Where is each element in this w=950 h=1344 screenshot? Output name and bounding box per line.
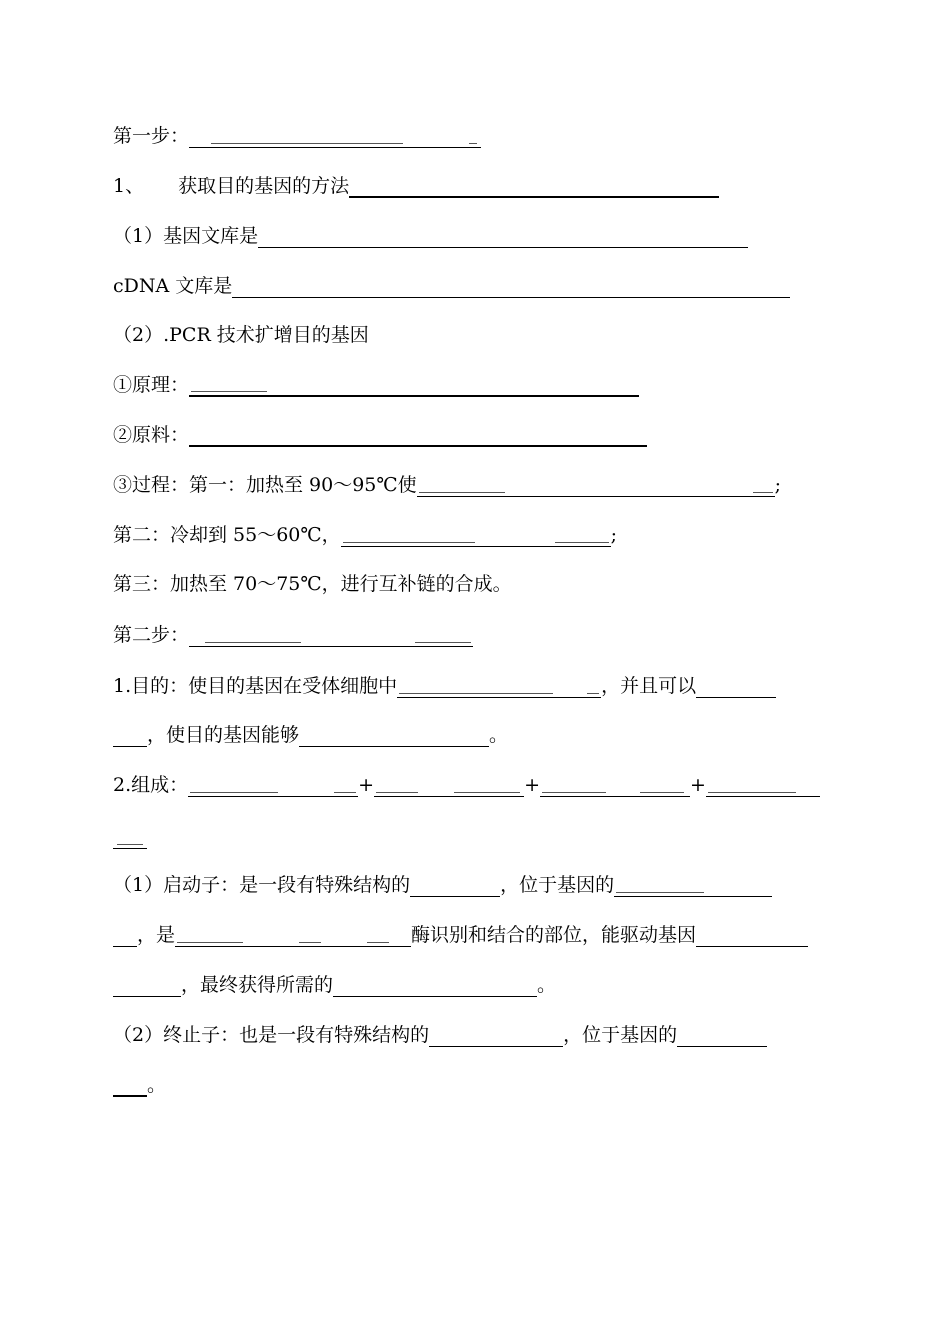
goal-label: 1.目的：使目的基因在受体细胞中 bbox=[113, 675, 398, 697]
terminator-label: （2）终止子：也是一段有特殊结构的 bbox=[113, 1024, 430, 1046]
cdna-label: cDNA 文库是 bbox=[113, 275, 233, 297]
principle-line bbox=[113, 373, 639, 397]
plus-1: + bbox=[358, 774, 375, 796]
compose2-line bbox=[113, 825, 147, 849]
promoter3-blank-2[interactable] bbox=[333, 974, 537, 997]
promoter3-blank-1[interactable] bbox=[113, 974, 181, 997]
cdna-blank[interactable] bbox=[232, 275, 790, 298]
terminator2-line bbox=[113, 1073, 166, 1097]
item1-text: 获取目的基因的方法 bbox=[178, 175, 350, 197]
third-line bbox=[113, 572, 512, 596]
terminator-blank-2[interactable] bbox=[677, 1024, 767, 1047]
compose-blank-1[interactable] bbox=[188, 774, 358, 797]
terminator-blank-1[interactable] bbox=[429, 1024, 563, 1047]
goal2-line bbox=[113, 723, 508, 747]
pcr-line bbox=[113, 323, 369, 347]
step2-line bbox=[113, 623, 473, 647]
goal2-end: 。 bbox=[489, 724, 509, 746]
goal-mid: ，并且可以 bbox=[601, 675, 697, 697]
promoter3-line bbox=[113, 973, 556, 997]
promoter2-mid: 酶识别和结合的部位，能驱动基因 bbox=[411, 924, 697, 946]
lib1-blank[interactable] bbox=[258, 225, 748, 248]
promoter2-blank-2[interactable] bbox=[175, 924, 411, 947]
material-label: ②原料： bbox=[113, 424, 190, 446]
process-end: ; bbox=[774, 474, 782, 496]
compose-label: 2.组成： bbox=[113, 774, 189, 796]
promoter2-line bbox=[113, 923, 808, 947]
compose-line bbox=[113, 773, 820, 797]
promoter-mid: ，位于基因的 bbox=[500, 874, 615, 896]
step1-blank[interactable] bbox=[189, 125, 481, 148]
lib1-line bbox=[113, 224, 748, 248]
goal-blank-1[interactable] bbox=[397, 675, 601, 698]
process-blank[interactable] bbox=[417, 474, 775, 497]
principle-label: ①原理： bbox=[113, 374, 190, 396]
step2-label: 第二步： bbox=[113, 624, 190, 646]
step1-label: 第一步： bbox=[113, 125, 190, 147]
third-text: 第三：加热至 70～75℃，进行互补链的合成。 bbox=[113, 573, 512, 595]
compose-blank-2[interactable] bbox=[374, 774, 524, 797]
goal-line bbox=[113, 674, 776, 698]
goal-blank-2[interactable] bbox=[696, 675, 776, 698]
promoter-line bbox=[113, 873, 772, 897]
promoter3-end: 。 bbox=[537, 974, 557, 996]
process-label: ③过程：第一：加热至 90～95℃使 bbox=[113, 474, 417, 496]
second-end: ; bbox=[610, 524, 618, 546]
second-line bbox=[113, 523, 617, 547]
promoter2-blank-1[interactable] bbox=[113, 924, 137, 947]
promoter-blank-1[interactable] bbox=[410, 874, 500, 897]
compose-blank-4-cont[interactable] bbox=[113, 826, 147, 849]
cdna-line bbox=[113, 274, 790, 298]
material-blank[interactable] bbox=[189, 423, 647, 447]
process-line bbox=[113, 473, 781, 497]
compose-blank-4[interactable] bbox=[706, 774, 820, 797]
goal2-blank-1[interactable] bbox=[113, 724, 147, 747]
goal2-label: ，使目的基因能够 bbox=[147, 724, 300, 746]
terminator2-blank[interactable] bbox=[113, 1073, 147, 1097]
promoter3-label: ，最终获得所需的 bbox=[181, 974, 334, 996]
principle-blank[interactable] bbox=[189, 373, 639, 397]
plus-3: + bbox=[689, 774, 706, 796]
promoter2-blank-3[interactable] bbox=[696, 924, 808, 947]
step2-blank[interactable] bbox=[189, 624, 473, 647]
item1-line bbox=[113, 174, 719, 198]
compose-blank-3[interactable] bbox=[540, 774, 690, 797]
terminator-mid: ，位于基因的 bbox=[563, 1024, 678, 1046]
promoter2-label: ，是 bbox=[137, 924, 176, 946]
lib1-label: （1）基因文库是 bbox=[113, 225, 259, 247]
terminator2-end: 。 bbox=[147, 1074, 167, 1096]
goal2-blank-2[interactable] bbox=[299, 724, 489, 747]
pcr-heading: （2）.PCR 技术扩增目的基因 bbox=[113, 324, 369, 346]
material-line bbox=[113, 423, 647, 447]
terminator-line bbox=[113, 1023, 767, 1047]
promoter-label: （1）启动子：是一段有特殊结构的 bbox=[113, 874, 411, 896]
plus-2: + bbox=[524, 774, 540, 796]
item1-number: 1、 bbox=[113, 175, 145, 197]
item1-blank[interactable] bbox=[349, 174, 719, 198]
second-label: 第二：冷却到 55～60℃， bbox=[113, 524, 341, 546]
promoter-blank-2[interactable] bbox=[614, 874, 772, 897]
step1-line bbox=[113, 124, 481, 148]
second-blank[interactable] bbox=[341, 524, 611, 547]
